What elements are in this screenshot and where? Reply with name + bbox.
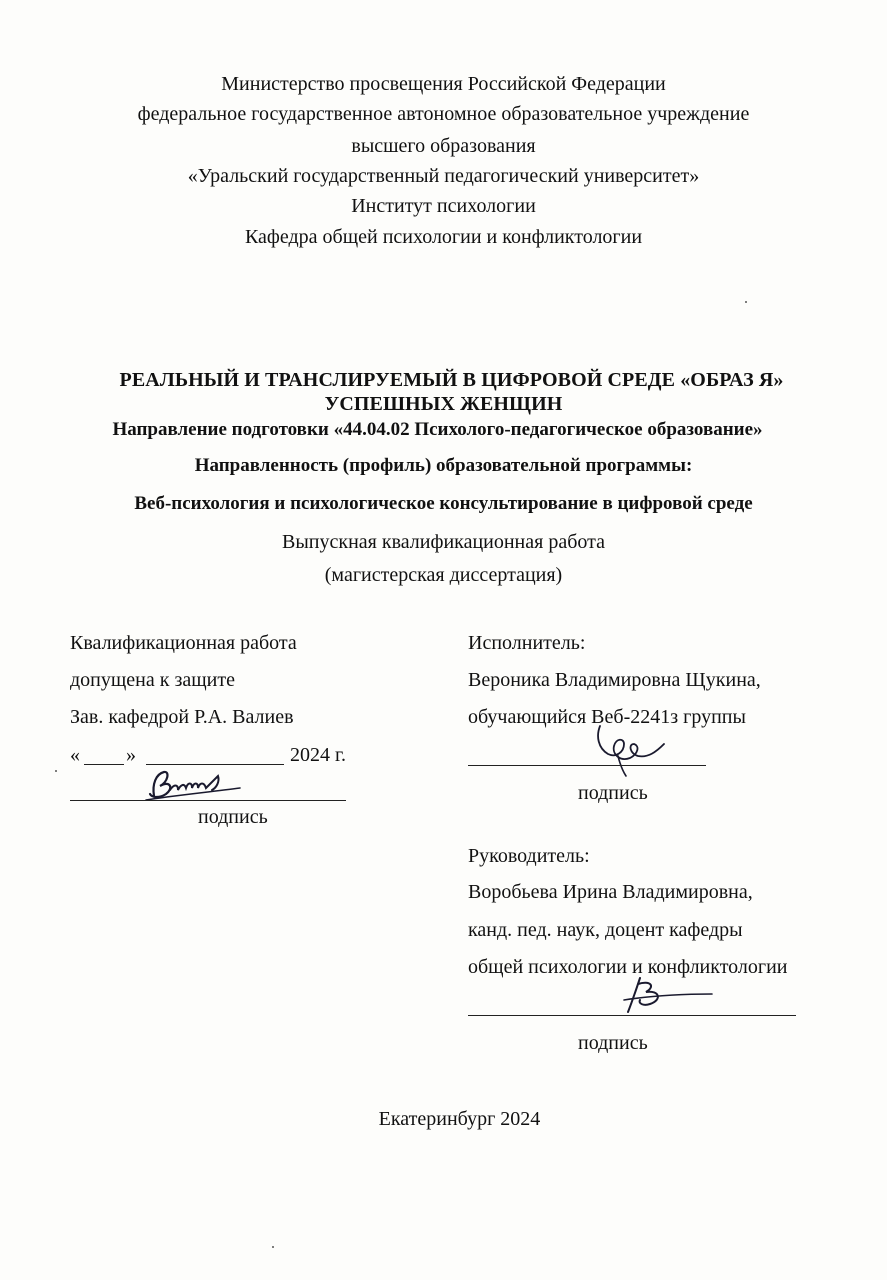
supervisor-signature	[620, 972, 720, 1016]
city-year: Екатеринбург 2024	[378, 1108, 541, 1130]
executor-name: Вероника Владимировна Щукина,	[468, 669, 761, 691]
executor-signature-line	[468, 765, 706, 766]
executor-signature	[590, 722, 670, 778]
training-direction: Направление подготовки «44.04.02 Психолого-педагогическое образование»	[112, 419, 763, 440]
profile-name: Веб-психология и психологическое консультирование в цифровой среде	[134, 493, 753, 514]
thesis-title-line-2: УСПЕШНЫХ ЖЕНЩИН	[324, 393, 563, 415]
work-subtype: (магистерская диссертация)	[324, 564, 563, 586]
institution-type-line: федеральное государственное автономное образовательное учреждение	[137, 103, 750, 125]
education-level-line: высшего образования	[351, 135, 536, 157]
work-type: Выпускная квалификационная работа	[282, 531, 605, 553]
admission-line-2: допущена к защите	[70, 669, 235, 691]
head-signature-line	[70, 800, 346, 801]
date-quote-close: »	[126, 744, 136, 766]
university-name: «Уральский государственный педагогический университет»	[187, 165, 700, 187]
date-year: 2024 г.	[290, 744, 346, 766]
executor-signature-caption: подпись	[578, 782, 648, 804]
head-of-department: Зав. кафедрой Р.А. Валиев	[70, 706, 294, 728]
profile-label: Направленность (профиль) образовательной программы:	[194, 455, 693, 476]
admission-line-1: Квалификационная работа	[70, 632, 297, 654]
scan-speck	[745, 301, 747, 303]
date-day-line	[84, 764, 124, 765]
supervisor-degree: канд. пед. наук, доцент кафедры	[468, 919, 743, 941]
supervisor-name: Воробьева Ирина Владимировна,	[468, 881, 753, 903]
supervisor-department: общей психологии и конфликтологии	[468, 956, 788, 978]
supervisor-signature-caption: подпись	[578, 1032, 648, 1054]
scan-speck	[272, 1246, 274, 1248]
ministry-line: Министерство просвещения Российской Федерации	[221, 73, 666, 95]
supervisor-label: Руководитель:	[468, 845, 590, 867]
date-quote-open: «	[70, 744, 80, 766]
scan-speck	[55, 770, 57, 772]
head-signature-caption: подпись	[198, 806, 268, 828]
executor-label: Исполнитель:	[468, 632, 586, 654]
institute-name: Институт психологии	[351, 195, 536, 217]
supervisor-signature-line	[468, 1015, 796, 1016]
thesis-title-line-1: РЕАЛЬНЫЙ И ТРАНСЛИРУЕМЫЙ В ЦИФРОВОЙ СРЕДЕ «ОБРАЗ Я»	[119, 369, 784, 391]
department-name: Кафедра общей психологии и конфликтологии	[244, 226, 643, 248]
executor-group: обучающийся Веб-2241з группы	[468, 706, 746, 728]
